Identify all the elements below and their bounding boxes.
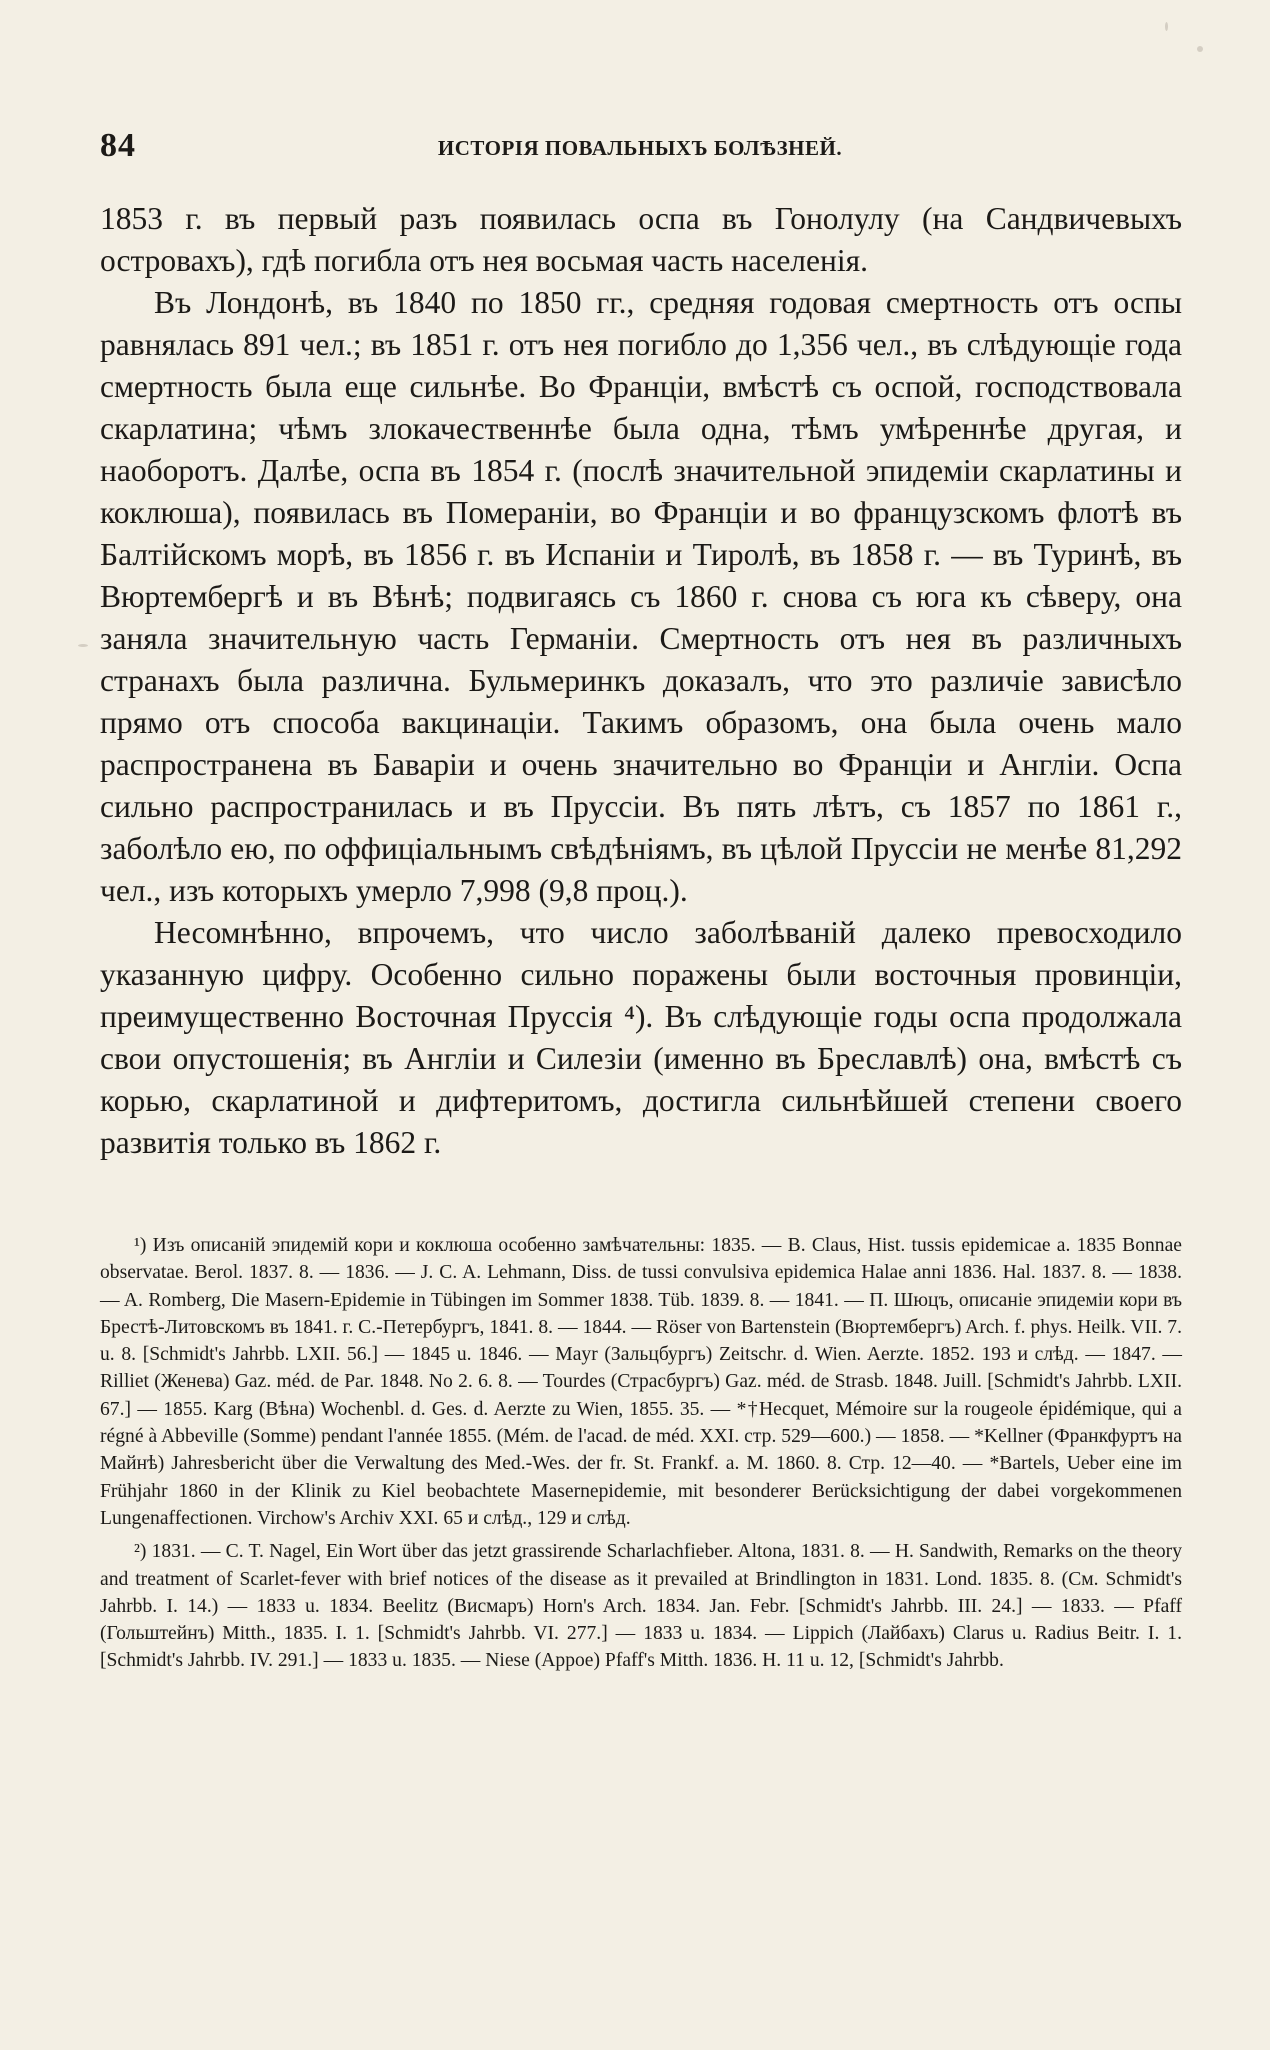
main-text — [100, 198, 1182, 1164]
page-number: 84 — [100, 127, 136, 164]
paper-speck — [78, 644, 88, 647]
paragraph: 1853 г. въ первый разъ появилась оспа въ Гонолулу (на Сандвичевыхъ островахъ), гдѣ погибла отъ нея восьмая часть населенія. — [100, 201, 1182, 278]
paragraph: Несомнѣнно, впрочемъ, что число заболѣваній далеко превосходило указанную цифру. Особенно сильно поражены были восточныя провинціи, преимущественно Восточная Пруссія ⁴). Въ слѣдующіе годы оспа продолжала свои опустошенія; въ Англіи и Силезіи (именно въ Бреславлѣ) она, вмѣстѣ съ корью, скарлатиной и дифтеритомъ, достигла сильнѣйшей степени своего развитія только въ 1862 г. — [100, 915, 1182, 1160]
paper-speck — [1197, 46, 1203, 52]
running-title: ИСТОРІЯ ПОВАЛЬНЫХЪ БОЛѢЗНЕЙ. — [437, 136, 843, 160]
footnotes — [100, 1232, 1182, 1679]
paper-speck — [1165, 22, 1168, 31]
footnote: ²) 1831. — C. T. Nagel, Ein Wort über das jetzt grassirende Scharlachfieber. Altona, 1831. 8. — H. Sandwith, Remarks on the theory and treatment of Scarlet-fever with brief notices of the disease as it prevailed at Brindlington in 1831. Lond. 1835. 8. (См. Schmidt's Jahrbb. I. 14.) — 1833 u. 1834. Beelitz (Висмаръ) Horn's Arch. 1834. Jan. Febr. [Schmidt's Jahrbb. III. 24.] — 1833. — Pfaff (Гольштейнъ) Mitth., 1835. I. 1. [Schmidt's Jahrbb. VI. 277.] — 1833 u. 1834. — Lippich (Лайбахъ) Clarus u. Radius Beitr. I. 1. [Schmidt's Jahrbb. IV. 291.] — 1833 u. 1835. — Niese (Арроe) Pfaff's Mitth. 1836. H. 11 u. 12, [Schmidt's Jahrbb. — [100, 1541, 1182, 1672]
footnote: ¹) Изъ описаній эпидемій кори и коклюша особенно замѣчательны: 1835. — B. Claus, Hist. tussis epidemicae a. 1835 Bonnae observatae. Berol. 1837. 8. — 1836. — J. C. A. Lehmann, Diss. de tussi convulsiva epidemica Halae anni 1836. Hal. 1837. 8. — 1838. — A. Romberg, Die Masern-Epidemie in Tübingen im Sommer 1838. Tüb. 1839. 8. — 1841. — П. Шюцъ, описаніе эпидеміи кори въ Брестѣ-Литовскомъ въ 1841. г. С.-Петербургъ, 1841. 8. — 1844. — Röser von Bartenstein (Вюртембергъ) Arch. f. phys. Heilk. VII. 7. u. 8. [Schmidt's Jahrbb. LXII. 56.] — 1845 u. 1846. — Mayr (Зальцбургъ) Zeitschr. d. Wien. Aerzte. 1852. 193 и слѣд. — 1847. — Rilliet (Женева) Gaz. méd. de Par. 1848. No 2. 6. 8. — Tourdes (Страсбургъ) Gaz. méd. de Strasb. 1848. Juill. [Schmidt's Jahrbb. LXII. 67.] — 1855. Karg (Вѣна) Wochenbl. d. Ges. d. Aerzte zu Wien, 1855. 35. — *†Hecquet, Mémoire sur la rougeole épidémique, qui a régné à Abbeville (Somme) pendant l'année 1855. (Mém. de l'acad. de méd. XXI. стр. 529—600.) — 1858. — *Kellner (Франкфуртъ на Майнѣ) Jahresbericht über die Verwaltung des Med.-Wes. der fr. St. Frankf. a. M. 1860. 8. Стр. 12—40. — *Bartels, Ueber eine im Frühjahr 1860 in der Klinik zu Kiel beobachtete Masernepidemie, mit besonderer Berücksichtigung der dabei vorgekommenen Lungenaffectionen. Virchow's Archiv XXI. 65 и слѣд., 129 и слѣд. — [100, 1235, 1182, 1529]
paragraph: Въ Лондонѣ, въ 1840 по 1850 гг., средняя годовая смертность отъ оспы равнялась 891 чел.; въ 1851 г. отъ нея погибло до 1,356 чел., въ слѣдующіе года смертность была еще сильнѣе. Во Франціи, вмѣстѣ съ оспой, господствовала скарлатина; чѣмъ злокачественнѣе была одна, тѣмъ умѣреннѣе другая, и наоборотъ. Далѣе, оспа въ 1854 г. (послѣ значительной эпидеміи скарлатины и коклюша), появилась въ Помераніи, во Франціи и во французскомъ флотѣ въ Балтійскомъ морѣ, въ 1856 г. въ Испаніи и Тиролѣ, въ 1858 г. — въ Туринѣ, въ Вюртембергѣ и въ Вѣнѣ; подвигаясь съ 1860 г. снова съ юга къ сѣверу, она заняла значительную часть Германіи. Смертность отъ нея въ различныхъ странахъ была различна. Бульмеринкъ доказалъ, что это различіе зависѣло прямо отъ способа вакцинаціи. Такимъ образомъ, она была очень мало распространена въ Баваріи и очень значительно во Франціи и Англіи. Оспа сильно распространилась и въ Пруссіи. Въ пять лѣтъ, съ 1857 по 1861 г., заболѣло ею, по оффиціальнымъ свѣдѣніямъ, въ цѣлой Пруссіи не менѣе 81,292 чел., изъ которыхъ умерло 7,998 (9,8 проц.). — [100, 285, 1182, 908]
